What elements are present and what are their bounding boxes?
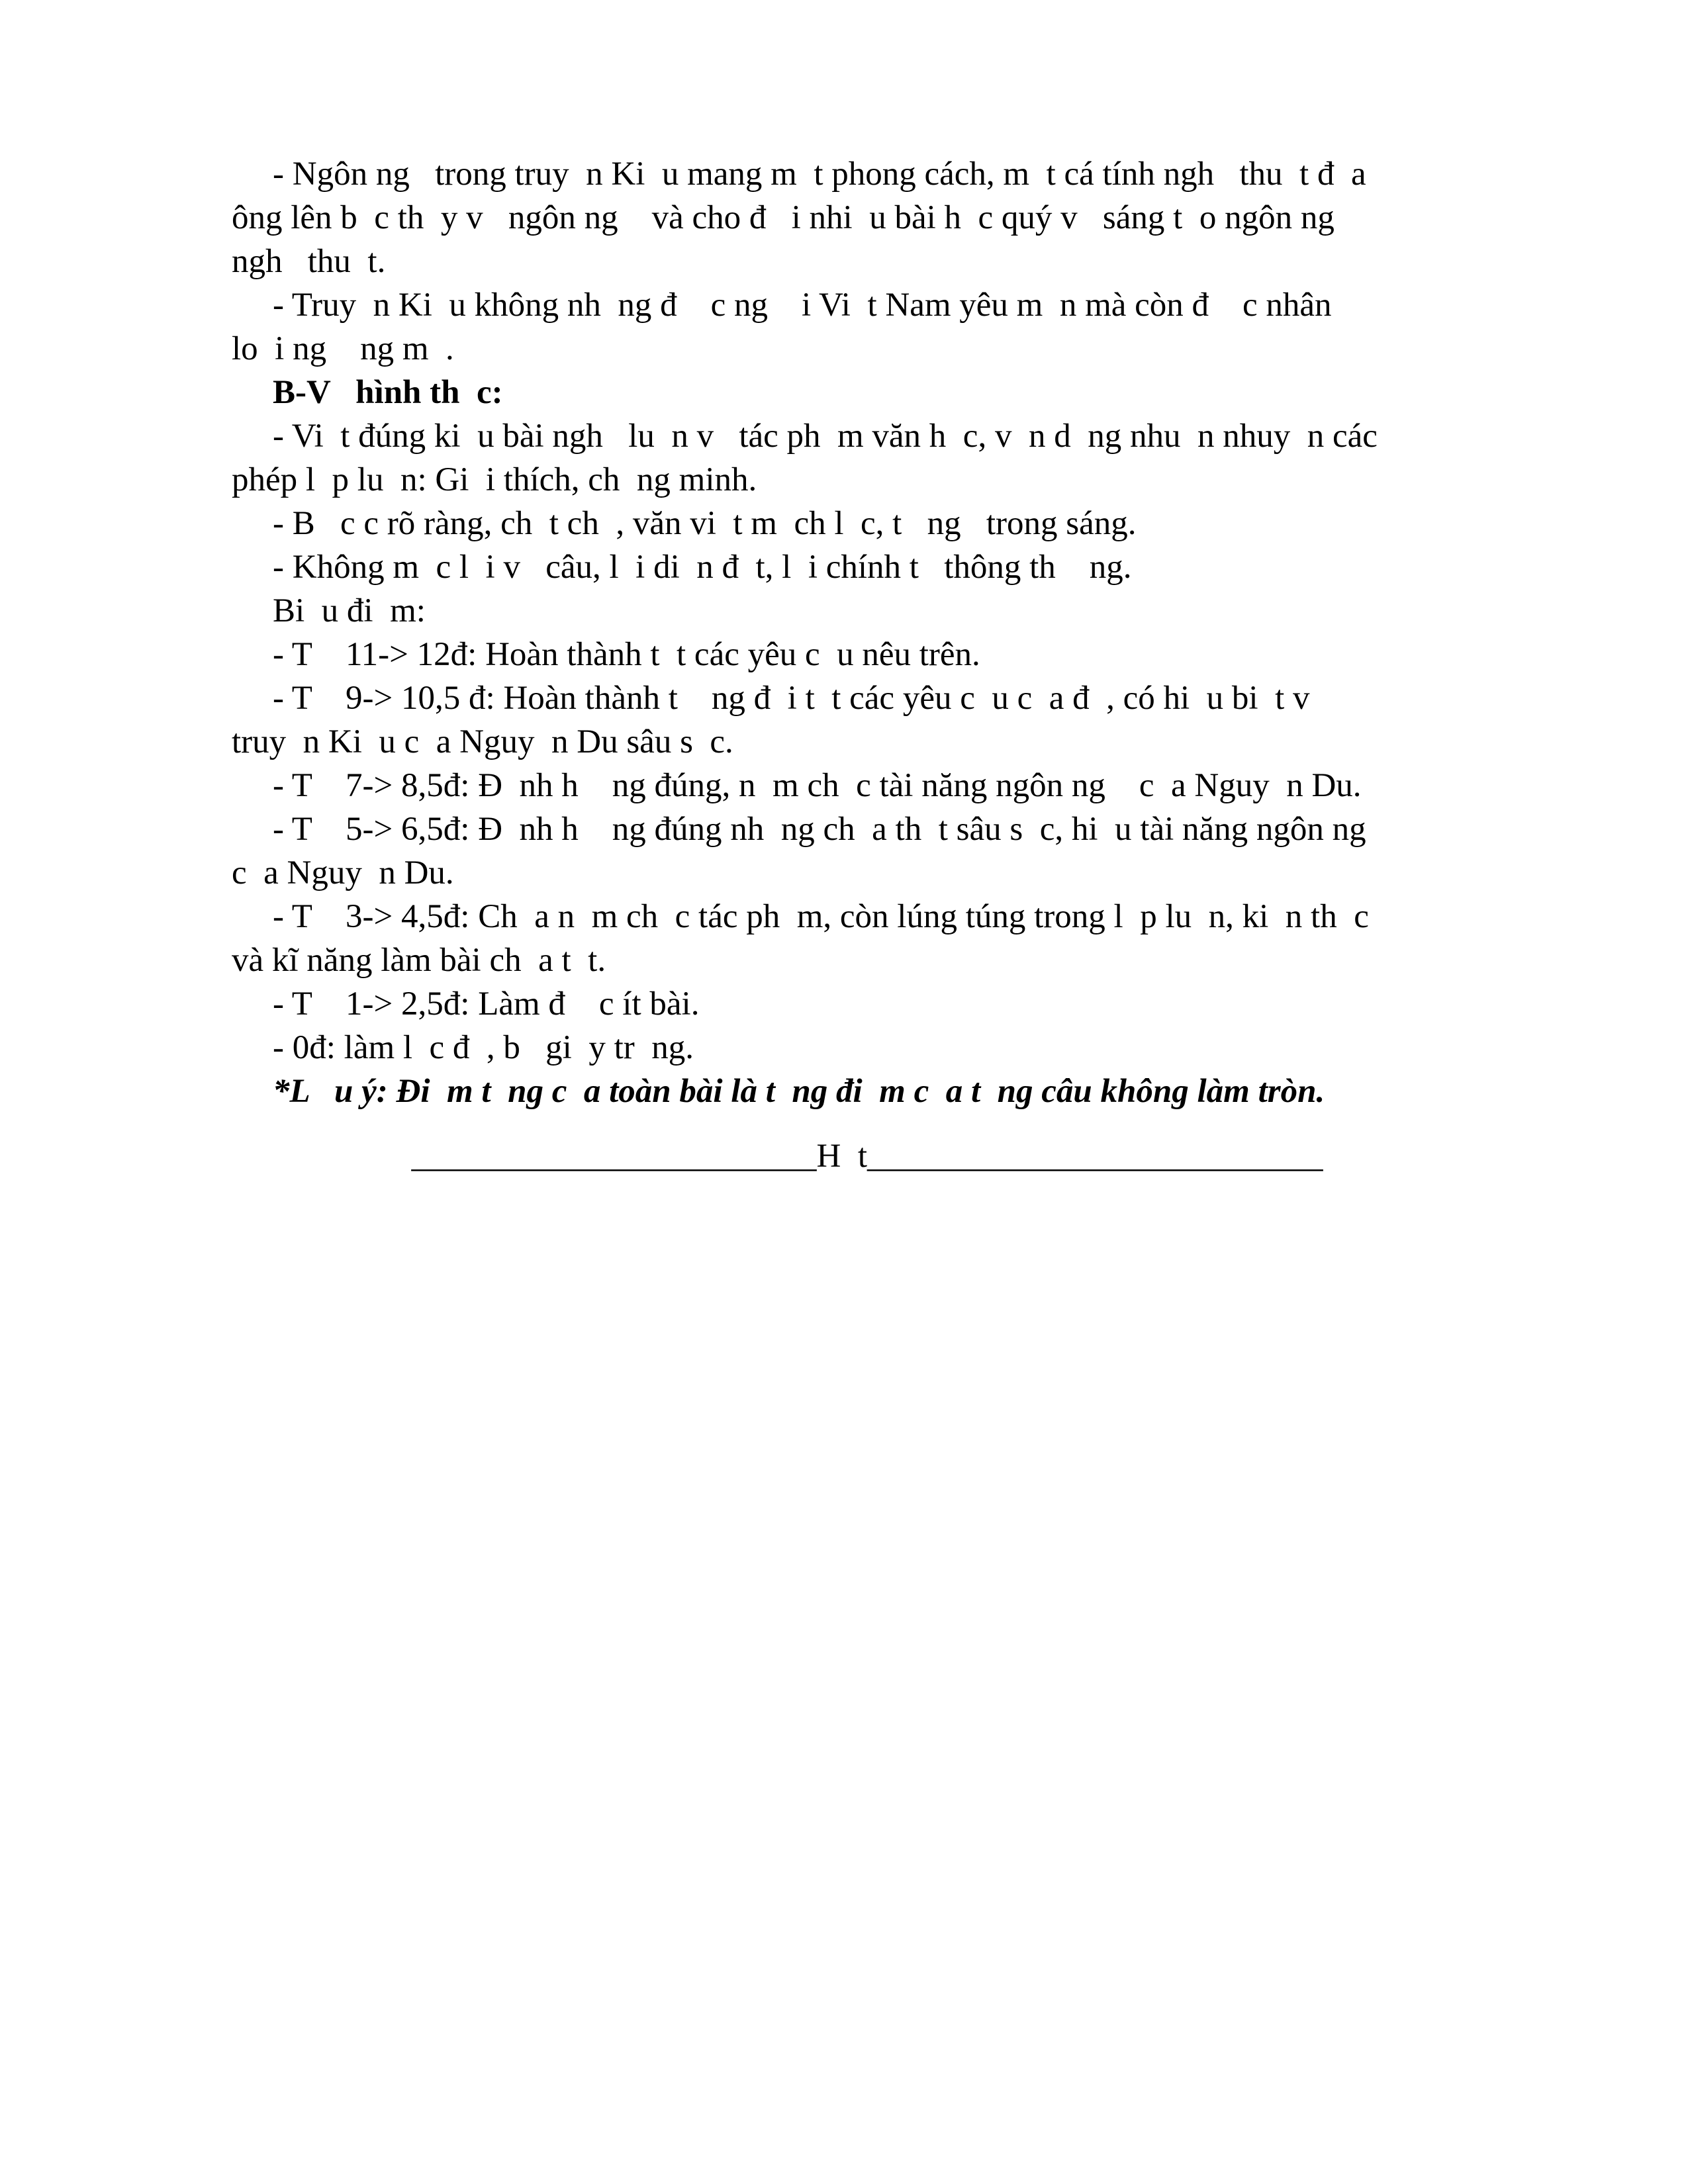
section-b-heading: B-V hình th c:: [273, 374, 503, 411]
score-item: và kĩ năng làm bài ch a t t.: [232, 942, 606, 979]
note-line: *L u ý: Đi m t ng c a toàn bài là t ng đi m c a t ng câu không làm tròn.: [273, 1073, 1325, 1110]
score-item: - T 1-> 2,5đ: Làm đ c ít bài.: [273, 985, 700, 1023]
document-page: [232, 152, 1523, 1178]
score-item: - T 9-> 10,5 đ: Hoàn thành t ng đ i t t các yêu c u c a đ , có hi u bi t v: [273, 680, 1310, 717]
score-item: - T 11-> 12đ: Hoàn thành t t các yêu c u nêu trên.: [273, 636, 980, 673]
text-line: - Truy n Ki u không nh ng đ c ng i Vi t Nam yêu m n mà còn đ c nhân: [273, 287, 1332, 324]
score-item: truy n Ki u c a Nguy n Du sâu s c.: [232, 723, 733, 760]
score-item: - T 7-> 8,5đ: Đ nh h ng đúng, n m ch c tài năng ngôn ng c a Nguy n Du.: [273, 767, 1362, 804]
text-line: lo i ng ng m .: [232, 330, 454, 367]
end-marker: ________________________H t___________________________: [411, 1138, 1323, 1175]
text-line: ngh thu t.: [232, 243, 386, 280]
text-line: ông lên b c th y v ngôn ng và cho đ i nhi u bài h c quý v sáng t o ngôn ng: [232, 199, 1335, 236]
text-line: - B c c rõ ràng, ch t ch , văn vi t m ch l c, t ng trong sáng.: [273, 505, 1137, 542]
score-item: c a Nguy n Du.: [232, 854, 454, 891]
text-line: - Ngôn ng trong truy n Ki u mang m t phong cách, m t cá tính ngh thu t đ a: [273, 156, 1366, 193]
text-line: - Không m c l i v câu, l i di n đ t, l i chính t thông th ng.: [273, 549, 1132, 586]
score-item: - T 5-> 6,5đ: Đ nh h ng đúng nh ng ch a th t sâu s c, hi u tài năng ngôn ng: [273, 811, 1366, 848]
scoring-heading: Bi u đi m:: [273, 592, 426, 629]
text-line: - Vi t đúng ki u bài ngh lu n v tác ph m văn h c, v n d ng nhu n nhuy n các: [273, 418, 1378, 455]
text-line: phép l p lu n: Gi i thích, ch ng minh.: [232, 461, 757, 498]
score-item: - 0đ: làm l c đ , b gi y tr ng.: [273, 1029, 694, 1066]
score-item: - T 3-> 4,5đ: Ch a n m ch c tác ph m, còn lúng túng trong l p lu n, ki n th c: [273, 898, 1369, 935]
